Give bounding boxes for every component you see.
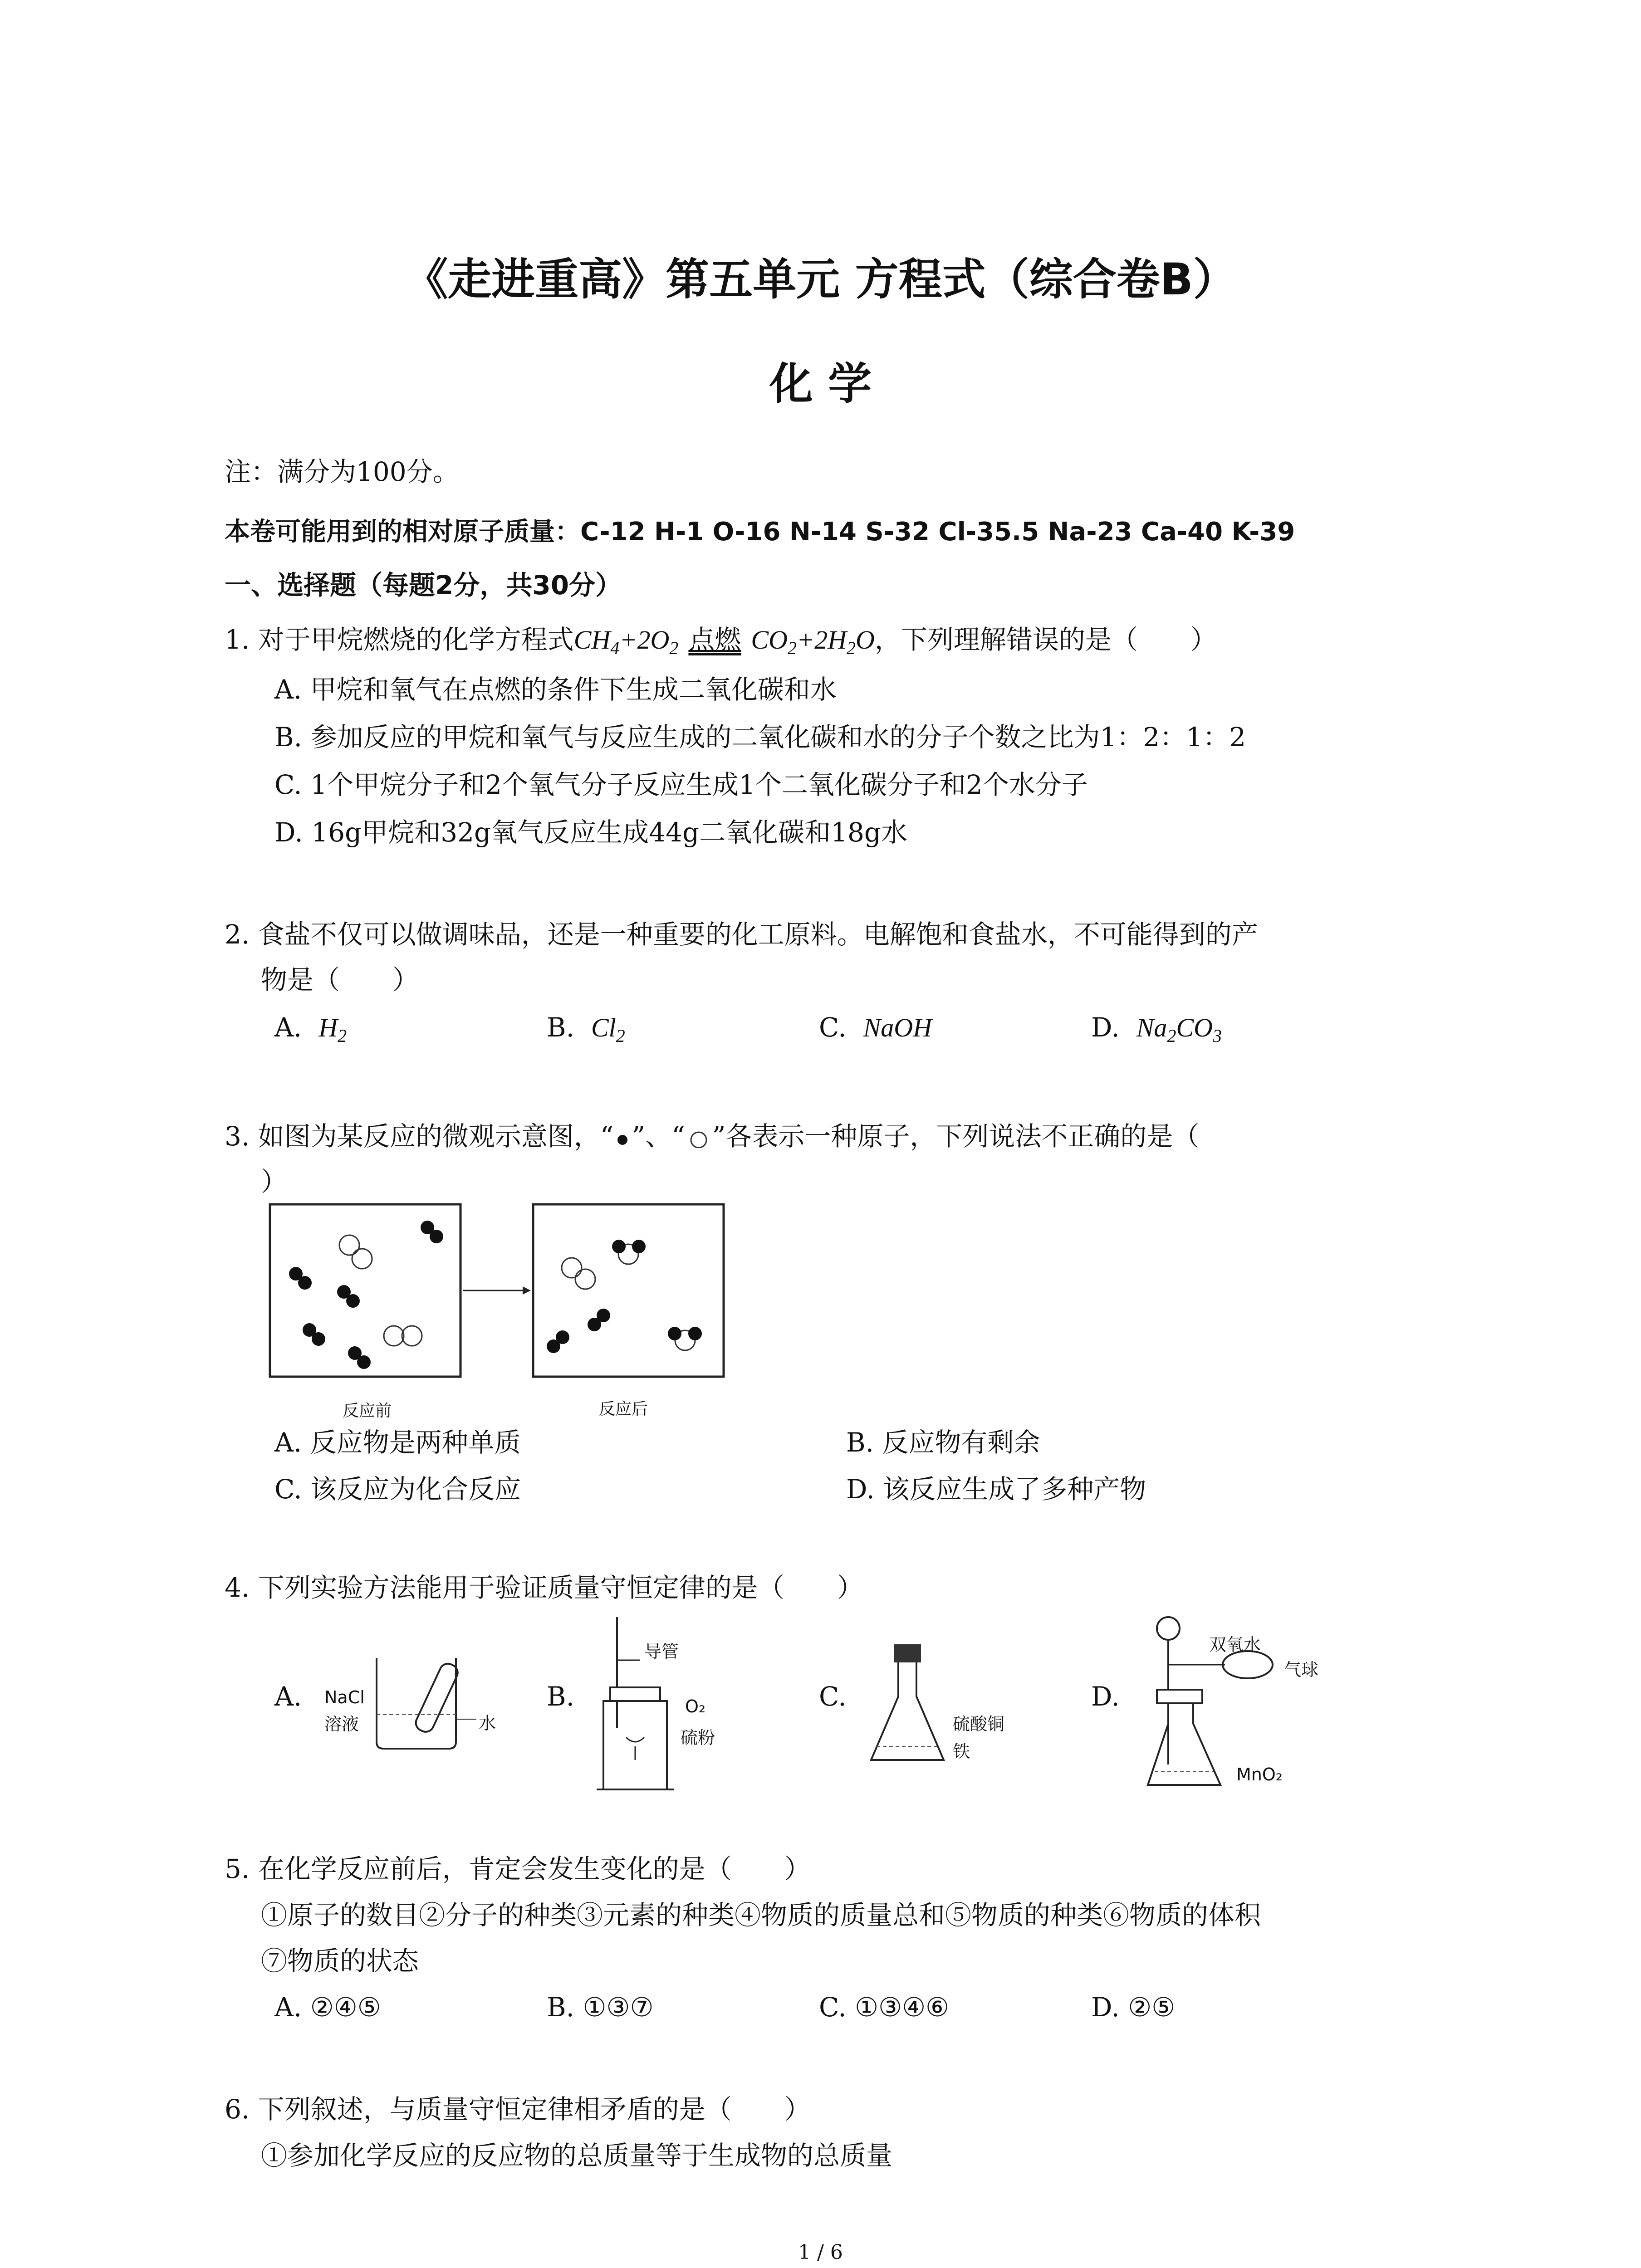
- question-1-stem: 1. 对于甲烷燃烧的化学方程式$CH_4+2O_2$ 点燃 $CO_2+2H_2O$，下列理解错误的是（ ）: [225, 624, 1217, 658]
- question-4-stem: 4. 下列实验方法能用于验证质量守恒定律的是（ ）: [225, 1572, 863, 1603]
- label-nacl: NaCl: [324, 1687, 365, 1707]
- page-number: 1 / 6: [798, 2241, 843, 2264]
- label-hydrogen-peroxide: 双氧水: [1209, 1635, 1261, 1655]
- label-mno2: MnO₂: [1236, 1765, 1283, 1784]
- question-2-line2: 物是（ ）: [261, 964, 419, 995]
- label-water: 水: [479, 1713, 496, 1733]
- white-atom-icon: [685, 1130, 712, 1148]
- question-6-item1: ①参加化学反应的反应物的总质量等于生成物的总质量: [261, 2140, 893, 2171]
- q3-option-c[interactable]: C. 该反应为化合反应: [274, 1474, 521, 1505]
- apparatus-a-beaker: [358, 1647, 508, 1755]
- question-5-stem: 5. 在化学反应前后，肯定会发生变化的是（ ）: [225, 1853, 811, 1884]
- score-note: 注：满分为100分。: [225, 456, 459, 487]
- q1-option-a[interactable]: A. 甲烷和氧气在点燃的条件下生成二氧化碳和水: [274, 674, 837, 705]
- question-5-items-line2: ⑦物质的状态: [261, 1945, 419, 1976]
- reaction-condition: 点燃: [688, 624, 741, 655]
- caption-before: 反应前: [343, 1402, 392, 1420]
- page-title: 《走进重高》第五单元 方程式（综合卷B）: [404, 254, 1237, 305]
- black-atom-icon: [613, 1130, 632, 1148]
- reaction-micro-diagram: [268, 1202, 740, 1420]
- q5-option-d[interactable]: D. ②⑤: [1091, 1992, 1176, 2023]
- q2-option-a[interactable]: A. $H_2$: [274, 1012, 347, 1046]
- label-iron: 铁: [953, 1741, 970, 1761]
- q3-option-a[interactable]: A. 反应物是两种单质: [274, 1427, 521, 1458]
- q3-option-d[interactable]: D. 该反应生成了多种产物: [846, 1474, 1146, 1505]
- label-sulfur: 硫粉: [681, 1728, 715, 1748]
- question-6-stem: 6. 下列叙述，与质量守恒定律相矛盾的是（ ）: [225, 2094, 811, 2125]
- atomic-masses: 本卷可能用到的相对原子质量：C-12 H-1 O-16 N-14 S-32 Cl-35.5 Na-23 Ca-40 K-39: [225, 517, 1295, 547]
- question-5-items-line1: ①原子的数目②分子的种类③元素的种类④物质的质量总和⑤物质的种类⑥物质的体积: [261, 1900, 1261, 1931]
- q2-option-b[interactable]: B. $Cl_2$: [547, 1012, 625, 1046]
- q2-option-d[interactable]: D. $Na_2CO_3$: [1091, 1012, 1222, 1046]
- q2-option-c[interactable]: C. NaOH: [819, 1012, 932, 1043]
- subject-title: 化 学: [769, 358, 872, 409]
- after-white-molecule: [562, 1258, 595, 1289]
- before-black-molecule: [289, 1221, 443, 1369]
- q1-option-b[interactable]: B. 参加反应的甲烷和氧气与反应生成的二氧化碳和水的分子个数之比为1：2：1：2: [274, 722, 1246, 753]
- q4-option-a-label[interactable]: A.: [274, 1681, 302, 1712]
- before-white-molecule: [339, 1235, 422, 1346]
- q4-option-b-label[interactable]: B.: [547, 1681, 575, 1712]
- caption-after: 反应后: [599, 1400, 648, 1418]
- q5-option-c[interactable]: C. ①③④⑥: [819, 1992, 950, 2023]
- q5-option-a[interactable]: A. ②④⑤: [274, 1992, 381, 2023]
- q4-option-c-label[interactable]: C.: [819, 1681, 847, 1712]
- q5-option-b[interactable]: B. ①③⑦: [547, 1992, 654, 2023]
- label-tube: 导管: [644, 1642, 679, 1662]
- reaction-arrow-head: [523, 1286, 531, 1295]
- label-balloon: 气球: [1284, 1660, 1319, 1680]
- q3-option-b[interactable]: B. 反应物有剩余: [846, 1427, 1040, 1458]
- question-2-line1: 2. 食盐不仅可以做调味品，还是一种重要的化工原料。电解饱和食盐水，不可能得到的产: [225, 919, 1258, 950]
- label-solution: 溶液: [324, 1714, 359, 1734]
- label-o2: O₂: [685, 1696, 706, 1716]
- after-box: [533, 1204, 724, 1377]
- after-compound-molecule: [612, 1240, 702, 1350]
- question-3-line1: 3. 如图为某反应的微观示意图，“ ”、“ ”各表示一种原子，下列说法不正确的是（: [225, 1121, 1200, 1152]
- q4-option-d-label[interactable]: D.: [1091, 1681, 1120, 1712]
- q1-option-d[interactable]: D. 16g甲烷和32g氧气反应生成44g二氧化碳和18g水: [274, 817, 908, 848]
- q1-option-c[interactable]: C. 1个甲烷分子和2个氧气分子反应生成1个二氧化碳分子和2个水分子: [274, 769, 1088, 800]
- question-3-line2: ）: [261, 1166, 288, 1197]
- section-heading: 一、选择题（每题2分，共30分）: [225, 570, 622, 601]
- label-copper-sulfate: 硫酸铜: [953, 1714, 1005, 1734]
- after-black-molecule: [547, 1309, 610, 1353]
